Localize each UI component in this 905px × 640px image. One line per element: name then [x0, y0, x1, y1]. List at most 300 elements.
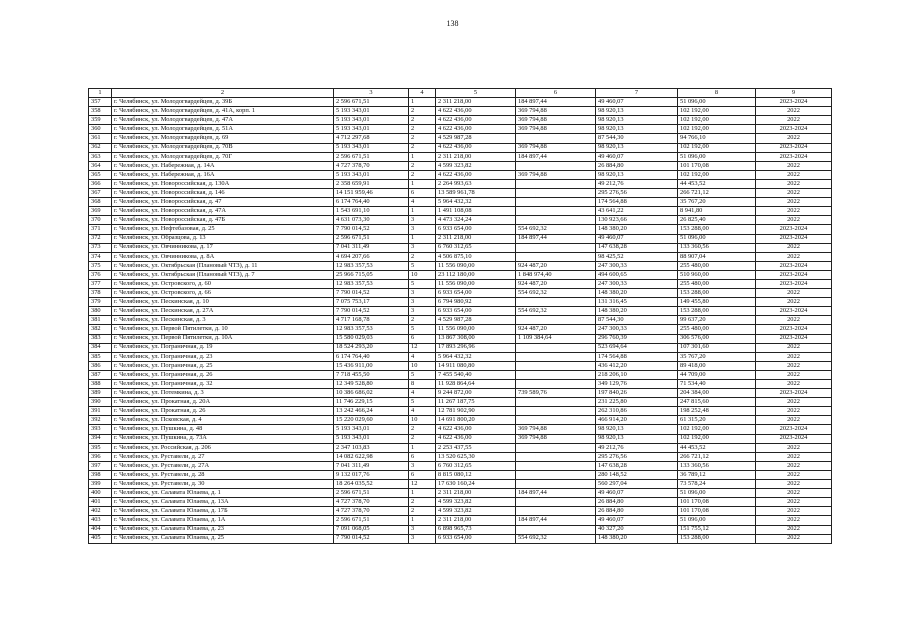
cost-col5-cell: 4 529 987,28 — [436, 134, 516, 143]
cost-col5-cell: 17 630 160,24 — [436, 480, 516, 489]
column-header-1: 1 — [89, 89, 112, 98]
period-cell: 2022 — [756, 470, 832, 479]
quantity-cell: 2 — [409, 143, 436, 152]
row-number-cell: 405 — [89, 534, 112, 543]
cost-col6-cell: 369 794,88 — [516, 434, 596, 443]
address-cell: г. Челябинск, ул. Новороссийская, д. 130А — [112, 179, 334, 188]
total-cost-cell: 18 524 293,20 — [334, 343, 409, 352]
table-row — [89, 143, 832, 152]
row-number-cell: 357 — [89, 98, 112, 107]
row-number-cell: 377 — [89, 279, 112, 288]
address-cell: г. Челябинск, ул. Молодогвардейцев, д. 39Б — [112, 98, 334, 107]
cost-col7-cell: 148 380,20 — [596, 225, 678, 234]
period-cell: 2022 — [756, 452, 832, 461]
cost-col5-cell: 4 622 436,00 — [436, 434, 516, 443]
row-number-cell: 362 — [89, 143, 112, 152]
cost-col8-cell: 198 252,48 — [678, 407, 756, 416]
row-number-cell: 383 — [89, 334, 112, 343]
cost-col7-cell: 98 920,13 — [596, 143, 678, 152]
period-cell: 2022 — [756, 498, 832, 507]
cost-col6-cell — [516, 252, 596, 261]
row-number-cell: 404 — [89, 525, 112, 534]
total-cost-cell: 4 727 378,70 — [334, 507, 409, 516]
quantity-cell: 1 — [409, 98, 436, 107]
address-cell: г. Челябинск, ул. Островского, д. 60 — [112, 279, 334, 288]
cost-col8-cell: 266 721,12 — [678, 189, 756, 198]
total-cost-cell: 14 082 622,98 — [334, 452, 409, 461]
row-number-cell: 375 — [89, 261, 112, 270]
cost-col5-cell: 2 311 218,00 — [436, 234, 516, 243]
quantity-cell: 3 — [409, 525, 436, 534]
address-cell: г. Челябинск, ул. Салавата Юлаева, д. 1 — [112, 489, 334, 498]
quantity-cell: 3 — [409, 534, 436, 543]
table-row — [89, 279, 832, 288]
cost-col8-cell: 247 815,60 — [678, 398, 756, 407]
cost-col7-cell: 131 316,45 — [596, 298, 678, 307]
table-row — [89, 189, 832, 198]
address-cell: г. Челябинск, ул. Первой Пятилетки, д. 10 — [112, 325, 334, 334]
cost-col7-cell: 98 920,13 — [596, 170, 678, 179]
cost-col5-cell: 6 760 312,65 — [436, 243, 516, 252]
address-cell: г. Челябинск, ул. Руставели, д. 27А — [112, 461, 334, 470]
period-cell: 2022 — [756, 107, 832, 116]
quantity-cell: 3 — [409, 225, 436, 234]
address-cell: г. Челябинск, ул. Пограничная, д. 32 — [112, 380, 334, 389]
cost-col7-cell: 49 460,07 — [596, 516, 678, 525]
quantity-cell: 4 — [409, 198, 436, 207]
address-cell: г. Челябинск, ул. Пограничная, д. 23 — [112, 352, 334, 361]
total-cost-cell: 2 358 659,91 — [334, 179, 409, 188]
cost-col8-cell: 35 767,20 — [678, 352, 756, 361]
quantity-cell: 6 — [409, 334, 436, 343]
table-row — [89, 216, 832, 225]
cost-col6-cell: 369 794,88 — [516, 425, 596, 434]
table-row — [89, 98, 832, 107]
address-cell: г. Челябинск, ул. Набережная, д. 16А — [112, 170, 334, 179]
column-header-3: 3 — [334, 89, 409, 98]
cost-col8-cell: 133 360,56 — [678, 461, 756, 470]
table-row — [89, 470, 832, 479]
total-cost-cell: 2 596 671,51 — [334, 152, 409, 161]
period-cell: 2023-2024 — [756, 270, 832, 279]
cost-col5-cell: 14 911 080,80 — [436, 361, 516, 370]
total-cost-cell: 5 193 343,01 — [334, 434, 409, 443]
period-cell: 2022 — [756, 507, 832, 516]
quantity-cell: 2 — [409, 316, 436, 325]
address-cell: г. Челябинск, ул. Салавата Юлаева, д. 23 — [112, 525, 334, 534]
cost-col7-cell: 49 460,07 — [596, 489, 678, 498]
quantity-cell: 1 — [409, 443, 436, 452]
column-header-8: 8 — [678, 89, 756, 98]
total-cost-cell: 5 193 343,01 — [334, 116, 409, 125]
address-cell: г. Челябинск, ул. Салавата Юлаева, д. 17Б — [112, 507, 334, 516]
period-cell: 2023-2024 — [756, 279, 832, 288]
table-row — [89, 452, 832, 461]
cost-col8-cell: 71 534,40 — [678, 380, 756, 389]
cost-col6-cell: 369 794,88 — [516, 116, 596, 125]
total-cost-cell: 7 041 311,49 — [334, 243, 409, 252]
address-cell: г. Челябинск, ул. Российская, д. 206 — [112, 443, 334, 452]
quantity-cell: 5 — [409, 325, 436, 334]
row-number-cell: 371 — [89, 225, 112, 234]
cost-col7-cell: 466 914,20 — [596, 416, 678, 425]
period-cell: 2022 — [756, 161, 832, 170]
table-row — [89, 316, 832, 325]
cost-col6-cell — [516, 216, 596, 225]
table-row — [89, 516, 832, 525]
cost-col6-cell — [516, 398, 596, 407]
quantity-cell: 2 — [409, 498, 436, 507]
period-cell: 2022 — [756, 216, 832, 225]
cost-col7-cell: 98 920,13 — [596, 434, 678, 443]
quantity-cell: 3 — [409, 243, 436, 252]
period-cell: 2022 — [756, 361, 832, 370]
table-row — [89, 270, 832, 279]
cost-col5-cell: 23 112 180,00 — [436, 270, 516, 279]
cost-col5-cell: 8 815 080,12 — [436, 470, 516, 479]
address-cell: г. Челябинск, ул. Новороссийская, д. 47 — [112, 198, 334, 207]
row-number-cell: 374 — [89, 252, 112, 261]
cost-col8-cell: 266 721,12 — [678, 452, 756, 461]
row-number-cell: 384 — [89, 343, 112, 352]
quantity-cell: 3 — [409, 461, 436, 470]
cost-col7-cell: 26 884,80 — [596, 161, 678, 170]
row-number-cell: 378 — [89, 289, 112, 298]
quantity-cell: 2 — [409, 425, 436, 434]
cost-col8-cell: 151 755,12 — [678, 525, 756, 534]
row-number-cell: 379 — [89, 298, 112, 307]
cost-col6-cell — [516, 498, 596, 507]
quantity-cell: 6 — [409, 470, 436, 479]
cost-col7-cell: 197 840,26 — [596, 389, 678, 398]
table-row — [89, 434, 832, 443]
cost-col6-cell — [516, 198, 596, 207]
period-cell: 2023-2024 — [756, 434, 832, 443]
period-cell: 2022 — [756, 207, 832, 216]
period-cell: 2023-2024 — [756, 234, 832, 243]
address-cell: г. Челябинск, ул. Руставели, д. 27 — [112, 452, 334, 461]
row-number-cell: 373 — [89, 243, 112, 252]
cost-col7-cell: 98 920,13 — [596, 116, 678, 125]
total-cost-cell: 5 193 343,01 — [334, 425, 409, 434]
cost-col5-cell: 2 264 993,63 — [436, 179, 516, 188]
address-cell: г. Челябинск, ул. Молодогвардейцев, д. 47А — [112, 116, 334, 125]
row-number-cell: 394 — [89, 434, 112, 443]
cost-col7-cell: 295 276,56 — [596, 452, 678, 461]
quantity-cell: 1 — [409, 207, 436, 216]
cost-col6-cell: 184 897,44 — [516, 489, 596, 498]
cost-col5-cell: 13 589 961,78 — [436, 189, 516, 198]
table-row — [89, 161, 832, 170]
table-row — [89, 461, 832, 470]
table-row — [89, 525, 832, 534]
cost-col5-cell: 4 622 436,00 — [436, 116, 516, 125]
total-cost-cell: 15 436 911,00 — [334, 361, 409, 370]
cost-col6-cell: 184 897,44 — [516, 98, 596, 107]
cost-col5-cell: 4 599 323,82 — [436, 161, 516, 170]
column-header-5: 5 — [436, 89, 516, 98]
address-cell: г. Челябинск, ул. Образцова, д. 13 — [112, 234, 334, 243]
period-cell: 2023-2024 — [756, 152, 832, 161]
period-cell: 2022 — [756, 189, 832, 198]
cost-col5-cell: 4 622 436,00 — [436, 425, 516, 434]
cost-col5-cell: 11 556 090,00 — [436, 279, 516, 288]
cost-col7-cell: 49 460,07 — [596, 234, 678, 243]
cost-col6-cell: 184 897,44 — [516, 152, 596, 161]
row-number-cell: 389 — [89, 389, 112, 398]
cost-col6-cell — [516, 416, 596, 425]
address-cell: г. Челябинск, ул. Островского, д. 66 — [112, 289, 334, 298]
cost-col5-cell: 4 529 987,28 — [436, 316, 516, 325]
cost-col7-cell: 280 148,52 — [596, 470, 678, 479]
quantity-cell: 1 — [409, 179, 436, 188]
table-row — [89, 107, 832, 116]
table-row — [89, 389, 832, 398]
address-cell: г. Челябинск, ул. Прокатная, д. 26 — [112, 407, 334, 416]
cost-col6-cell: 1 848 974,40 — [516, 270, 596, 279]
address-cell: г. Челябинск, ул. Салавата Юлаева, д. 25 — [112, 534, 334, 543]
cost-col6-cell: 924 487,20 — [516, 325, 596, 334]
cost-col8-cell: 101 170,08 — [678, 161, 756, 170]
total-cost-cell: 7 075 753,17 — [334, 298, 409, 307]
table-body — [89, 98, 832, 544]
cost-col5-cell: 12 781 902,90 — [436, 407, 516, 416]
total-cost-cell: 2 596 671,51 — [334, 234, 409, 243]
period-cell: 2023-2024 — [756, 125, 832, 134]
cost-col8-cell: 107 301,60 — [678, 343, 756, 352]
address-cell: г. Челябинск, ул. Новороссийская, д. 47Б — [112, 216, 334, 225]
column-header-7: 7 — [596, 89, 678, 98]
cost-col6-cell — [516, 161, 596, 170]
row-number-cell: 358 — [89, 107, 112, 116]
cost-col7-cell: 87 544,30 — [596, 316, 678, 325]
address-cell: г. Челябинск, ул. Молодогвардейцев, д. 70В — [112, 143, 334, 152]
cost-col7-cell: 87 544,30 — [596, 134, 678, 143]
row-number-cell: 368 — [89, 198, 112, 207]
row-number-cell: 376 — [89, 270, 112, 279]
table-row — [89, 152, 832, 161]
quantity-cell: 6 — [409, 189, 436, 198]
total-cost-cell: 13 242 466,24 — [334, 407, 409, 416]
cost-col6-cell — [516, 316, 596, 325]
cost-col6-cell — [516, 361, 596, 370]
period-cell: 2023-2024 — [756, 98, 832, 107]
total-cost-cell: 7 091 068,05 — [334, 525, 409, 534]
total-cost-cell: 4 717 168,78 — [334, 316, 409, 325]
cost-col5-cell: 4 473 324,24 — [436, 216, 516, 225]
total-cost-cell: 25 966 715,05 — [334, 270, 409, 279]
table-row — [89, 416, 832, 425]
quantity-cell: 2 — [409, 116, 436, 125]
cost-col8-cell: 255 480,00 — [678, 325, 756, 334]
total-cost-cell: 5 193 343,01 — [334, 170, 409, 179]
period-cell: 2023-2024 — [756, 425, 832, 434]
cost-col8-cell: 153 288,00 — [678, 307, 756, 316]
column-header-4: 4 — [409, 89, 436, 98]
table-row — [89, 170, 832, 179]
cost-col5-cell: 11 928 864,64 — [436, 380, 516, 389]
address-cell: г. Челябинск, ул. Пограничная, д. 25 — [112, 361, 334, 370]
table-row — [89, 179, 832, 188]
cost-col5-cell: 13 520 625,30 — [436, 452, 516, 461]
address-cell: г. Челябинск, ул. Октябрьская (Плановый ЧТЗ), д. 11 — [112, 261, 334, 270]
cost-col8-cell: 153 288,00 — [678, 225, 756, 234]
quantity-cell: 12 — [409, 343, 436, 352]
cost-col5-cell: 4 599 323,82 — [436, 498, 516, 507]
address-cell: г. Челябинск, ул. Новороссийская, д. 47А — [112, 207, 334, 216]
table-row — [89, 198, 832, 207]
cost-col6-cell: 924 487,20 — [516, 279, 596, 288]
cost-col7-cell: 295 276,56 — [596, 189, 678, 198]
quantity-cell: 10 — [409, 361, 436, 370]
cost-col7-cell: 49 212,76 — [596, 179, 678, 188]
cost-col5-cell: 2 311 218,00 — [436, 98, 516, 107]
total-cost-cell: 2 596 671,51 — [334, 516, 409, 525]
cost-col6-cell — [516, 443, 596, 452]
address-cell: г. Челябинск, ул. Овчинникова, д. 8А — [112, 252, 334, 261]
cost-col8-cell: 149 455,80 — [678, 298, 756, 307]
address-cell: г. Челябинск, ул. Руставели, д. 30 — [112, 480, 334, 489]
cost-col7-cell: 130 923,66 — [596, 216, 678, 225]
quantity-cell: 2 — [409, 161, 436, 170]
row-number-cell: 395 — [89, 443, 112, 452]
quantity-cell: 10 — [409, 270, 436, 279]
table-row — [89, 307, 832, 316]
cost-col7-cell: 494 600,65 — [596, 270, 678, 279]
row-number-cell: 402 — [89, 507, 112, 516]
period-cell: 2023-2024 — [756, 261, 832, 270]
table-row — [89, 234, 832, 243]
cost-col5-cell: 6 933 654,00 — [436, 289, 516, 298]
cost-col7-cell: 560 297,04 — [596, 480, 678, 489]
period-cell: 2022 — [756, 116, 832, 125]
quantity-cell: 2 — [409, 107, 436, 116]
quantity-cell: 6 — [409, 452, 436, 461]
row-number-cell: 381 — [89, 316, 112, 325]
cost-col7-cell: 98 920,13 — [596, 125, 678, 134]
cost-col6-cell — [516, 134, 596, 143]
total-cost-cell: 14 151 959,46 — [334, 189, 409, 198]
cost-col5-cell: 4 599 323,82 — [436, 507, 516, 516]
cost-col7-cell: 147 638,28 — [596, 461, 678, 470]
total-cost-cell: 18 264 035,52 — [334, 480, 409, 489]
cost-col5-cell: 7 455 540,40 — [436, 370, 516, 379]
cost-col8-cell: 8 941,80 — [678, 207, 756, 216]
cost-col8-cell: 44 453,52 — [678, 443, 756, 452]
row-number-cell: 401 — [89, 498, 112, 507]
quantity-cell: 8 — [409, 380, 436, 389]
total-cost-cell: 4 727 378,70 — [334, 498, 409, 507]
row-number-cell: 382 — [89, 325, 112, 334]
table-row — [89, 334, 832, 343]
cost-col7-cell: 147 638,28 — [596, 243, 678, 252]
cost-col6-cell — [516, 343, 596, 352]
cost-col8-cell: 255 480,00 — [678, 279, 756, 288]
cost-col5-cell: 4 622 436,00 — [436, 107, 516, 116]
cost-col7-cell: 218 206,10 — [596, 370, 678, 379]
cost-col6-cell — [516, 407, 596, 416]
cost-col7-cell: 148 380,20 — [596, 289, 678, 298]
address-cell: г. Челябинск, ул. Пограничная, д. 26 — [112, 370, 334, 379]
row-number-cell: 385 — [89, 352, 112, 361]
period-cell: 2022 — [756, 480, 832, 489]
row-number-cell: 363 — [89, 152, 112, 161]
row-number-cell: 403 — [89, 516, 112, 525]
cost-col5-cell: 6 794 980,92 — [436, 298, 516, 307]
total-cost-cell: 7 790 014,52 — [334, 289, 409, 298]
period-cell: 2022 — [756, 489, 832, 498]
period-cell: 2022 — [756, 252, 832, 261]
cost-col7-cell: 49 460,07 — [596, 98, 678, 107]
total-cost-cell: 2 596 671,51 — [334, 489, 409, 498]
cost-col5-cell: 4 506 875,10 — [436, 252, 516, 261]
cost-col6-cell — [516, 298, 596, 307]
cost-col7-cell: 523 694,64 — [596, 343, 678, 352]
table-row — [89, 134, 832, 143]
header-row — [89, 89, 832, 98]
address-cell: г. Челябинск, ул. Молодогвардейцев, д. 69 — [112, 134, 334, 143]
cost-col8-cell: 44 453,52 — [678, 179, 756, 188]
period-cell: 2022 — [756, 289, 832, 298]
table-row — [89, 534, 832, 543]
cost-col8-cell: 51 096,00 — [678, 234, 756, 243]
cost-col5-cell: 2 311 218,00 — [436, 152, 516, 161]
table-row — [89, 261, 832, 270]
total-cost-cell: 7 718 455,50 — [334, 370, 409, 379]
quantity-cell: 2 — [409, 434, 436, 443]
period-cell: 2022 — [756, 443, 832, 452]
cost-col6-cell — [516, 243, 596, 252]
cost-col5-cell: 11 556 090,00 — [436, 261, 516, 270]
cost-col6-cell: 369 794,88 — [516, 125, 596, 134]
cost-col7-cell: 49 212,76 — [596, 443, 678, 452]
cost-col6-cell: 554 692,32 — [516, 289, 596, 298]
cost-col6-cell: 1 109 384,64 — [516, 334, 596, 343]
period-cell: 2022 — [756, 343, 832, 352]
period-cell: 2023-2024 — [756, 325, 832, 334]
cost-col6-cell: 554 692,32 — [516, 225, 596, 234]
address-cell: г. Челябинск, ул. Пескинская, д. 27А — [112, 307, 334, 316]
period-cell: 2022 — [756, 398, 832, 407]
cost-col5-cell: 2 311 218,00 — [436, 489, 516, 498]
period-cell: 2022 — [756, 370, 832, 379]
cost-col8-cell: 255 480,00 — [678, 261, 756, 270]
quantity-cell: 1 — [409, 516, 436, 525]
period-cell: 2022 — [756, 352, 832, 361]
cost-col5-cell: 9 244 872,00 — [436, 389, 516, 398]
table-row — [89, 325, 832, 334]
address-cell: г. Челябинск, ул. Салавата Юлаева, д. 1А — [112, 516, 334, 525]
cost-col8-cell: 51 096,00 — [678, 516, 756, 525]
period-cell: 2023-2024 — [756, 334, 832, 343]
cost-col5-cell: 6 933 654,00 — [436, 307, 516, 316]
period-cell: 2023-2024 — [756, 225, 832, 234]
cost-col7-cell: 26 884,80 — [596, 507, 678, 516]
total-cost-cell: 6 174 764,40 — [334, 352, 409, 361]
period-cell: 2022 — [756, 416, 832, 425]
cost-col7-cell: 148 380,20 — [596, 534, 678, 543]
quantity-cell: 4 — [409, 389, 436, 398]
quantity-cell: 2 — [409, 170, 436, 179]
cost-col6-cell: 369 794,88 — [516, 170, 596, 179]
period-cell: 2022 — [756, 134, 832, 143]
table-row — [89, 380, 832, 389]
total-cost-cell: 12 983 357,53 — [334, 261, 409, 270]
cost-col6-cell: 369 794,88 — [516, 107, 596, 116]
row-number-cell: 365 — [89, 170, 112, 179]
cost-col6-cell — [516, 525, 596, 534]
quantity-cell: 12 — [409, 480, 436, 489]
